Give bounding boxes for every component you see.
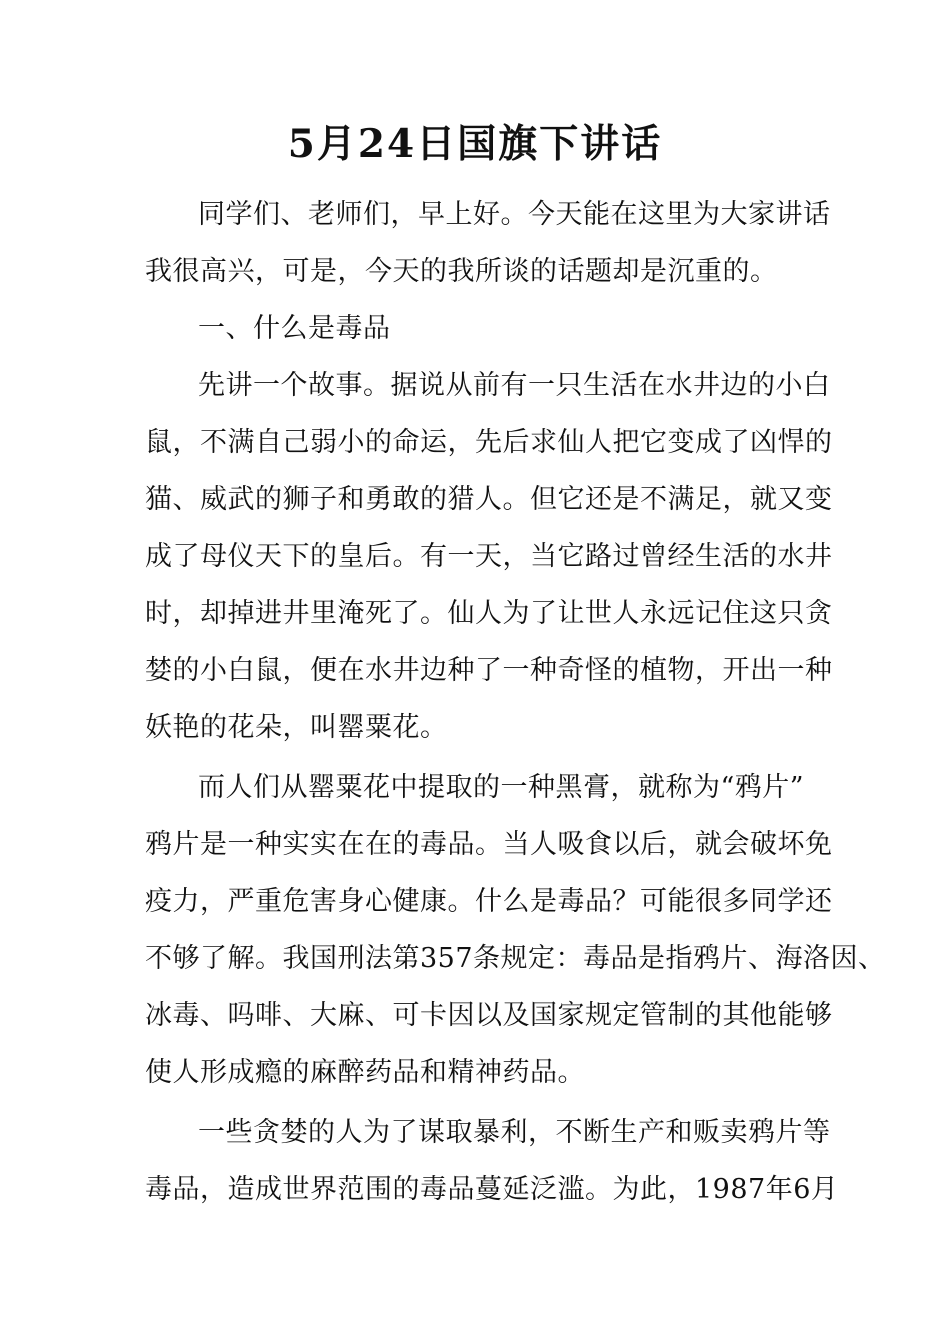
paragraph-line: 使人形成瘾的麻醉药品和精神药品。 bbox=[145, 1057, 585, 1088]
paragraph-line: 而人们从罂粟花中提取的一种黑膏，就称为“鸦片” bbox=[198, 772, 805, 803]
section-heading: 一、什么是毒品 bbox=[198, 313, 391, 344]
paragraph-line: 毒品，造成世界范围的毒品蔓延泛滥。为此，1987年6月 bbox=[145, 1174, 839, 1205]
paragraph-line: 同学们、老师们，早上好。今天能在这里为大家讲话 bbox=[198, 199, 831, 230]
paragraph-line: 疫力，严重危害身心健康。什么是毒品？可能很多同学还 bbox=[145, 886, 833, 917]
paragraph-line: 不够了解。我国刑法第357条规定：毒品是指鸦片、海洛因、 bbox=[145, 943, 886, 974]
paragraph-line: 妖艳的花朵，叫罂粟花。 bbox=[145, 712, 448, 743]
paragraph-line: 婪的小白鼠，便在水井边种了一种奇怪的植物，开出一种 bbox=[145, 655, 833, 686]
paragraph-line: 一些贪婪的人为了谋取暴利，不断生产和贩卖鸦片等 bbox=[198, 1117, 831, 1148]
paragraph-line: 成了母仪天下的皇后。有一天，当它路过曾经生活的水井 bbox=[145, 541, 833, 572]
paragraph-line: 先讲一个故事。据说从前有一只生活在水井边的小白 bbox=[198, 370, 831, 401]
paragraph-line: 冰毒、吗啡、大麻、可卡因以及国家规定管制的其他能够 bbox=[145, 1000, 833, 1031]
paragraph-line: 我很高兴，可是，今天的我所谈的话题却是沉重的。 bbox=[145, 256, 778, 287]
paragraph-line: 鸦片是一种实实在在的毒品。当人吸食以后，就会破坏免 bbox=[145, 829, 833, 860]
paragraph-line: 猫、威武的狮子和勇敢的猎人。但它还是不满足，就又变 bbox=[145, 484, 833, 515]
page-title: 5月24日国旗下讲话 bbox=[287, 121, 663, 167]
paragraph-line: 鼠，不满自己弱小的命运，先后求仙人把它变成了凶悍的 bbox=[145, 427, 833, 458]
paragraph-line: 时，却掉进井里淹死了。仙人为了让世人永远记住这只贪 bbox=[145, 598, 833, 629]
